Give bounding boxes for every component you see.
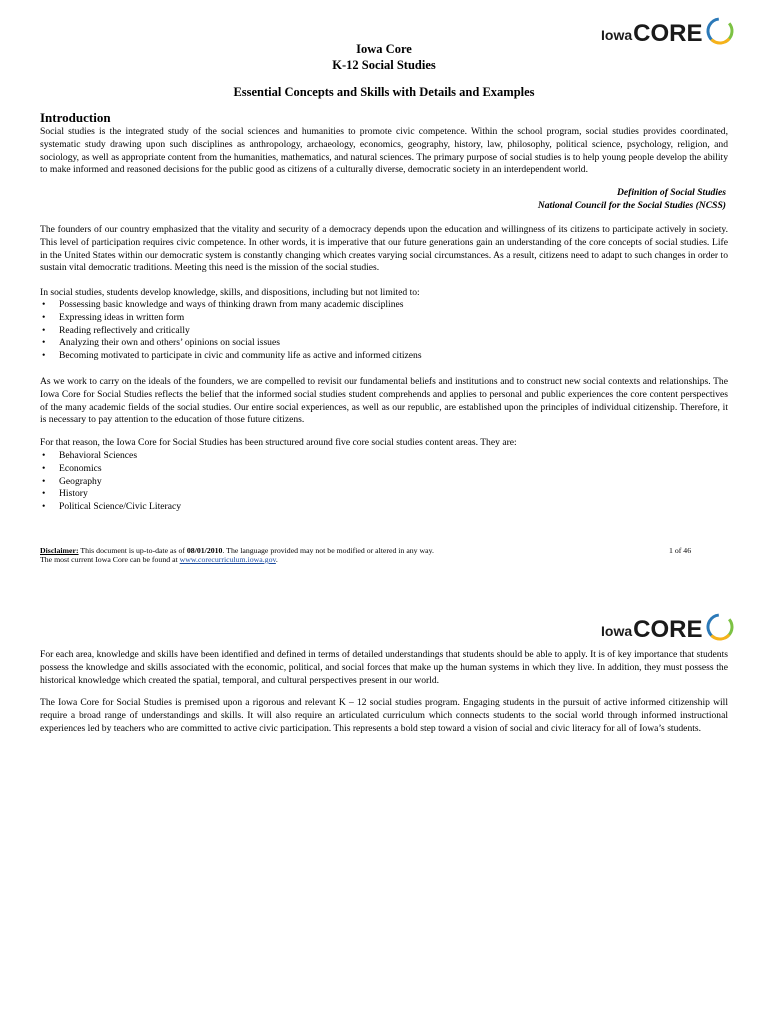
list-item: • Economics [40, 463, 181, 476]
document-subtitle: K-12 Social Studies [332, 58, 436, 72]
corecurriculum-link[interactable]: www.corecurriculum.iowa.gov [179, 555, 276, 564]
introduction-paragraph: Social studies is the integrated study of the social sciences and humanities to promote civic competence. Within the school program, social studies provides coordinated, systematic study drawing upon such disciplines as anthropology, archaeology, economics, geography, history, law, philosophy, political science, psychology, religion, and sociology, as well as appropriate content from the humanities, mathematics, and natural sciences. The primary purpose of social studies is to help young people develop the ability to make informed and reasoned decisions for the public good as citizens of a culturally diverse, democratic society in an interdependent world. [40, 126, 728, 176]
document-title: Iowa Core [356, 42, 412, 56]
skills-lead-paragraph: In social studies, students develop knowledge, skills, and dispositions, including but not limited to: [40, 287, 420, 298]
document-heading: Essential Concepts and Skills with Details and Examples [233, 85, 535, 99]
disclaimer-date: 08/01/2010 [186, 546, 223, 555]
list-item: • History [40, 488, 181, 501]
ideals-paragraph: As we work to carry on the ideals of the founders, we are compelled to revisit our fundamental beliefs and institutions and to construct new social contexts and relationships. The Iowa Core for Social Studies reflects the belief that the informed social studies student comprehends and applies to personal and public experiences the core content perspectives of the many academic fields of the social studies. Our entire social experiences, as well as our republic, are established upon the principles of individual citizenship. Therefore, it is necessary to pay attention to the education of those future citizens. [40, 376, 728, 426]
premise-paragraph: The Iowa Core for Social Studies is premised upon a rigorous and relevant K – 12 social studies program. Engaging students in the pursuit of active informed citizenship will require a broad range of understandings and skills. It will also require an articulated curriculum which connects students to the social world through informed instructional experiences led by teachers who are committed to active civic participation. This represents a bold step toward a vision of social and civic literacy for all of Iowa’s students. [40, 697, 728, 734]
list-item: • Geography [40, 476, 181, 489]
introduction-heading: Introduction [40, 110, 111, 125]
logo-ring-icon [705, 612, 735, 642]
list-item: • Behavioral Sciences [40, 450, 181, 463]
list-item: • Expressing ideas in written form [40, 312, 422, 325]
list-item: • Political Science/Civic Literacy [40, 501, 181, 514]
logo-iowa-text: Iowa [601, 623, 633, 639]
logo-iowa-text: Iowa [601, 27, 633, 43]
skills-list [40, 299, 422, 363]
founders-paragraph: The founders of our country emphasized that the vitality and security of a democracy depends upon the education and willingness of its citizens to participate actively in society. This level of participation requires civic competence. In other words, it is imperative that our future generations gain an understanding of the core concepts of social studies. Life in the United States within our democratic system is constantly changing which creates varying social circumstances. As a result, citizens need to adapt to such changes in order to sustain vital democratic traditions. Meeting this need is the mission of the social studies. [40, 224, 728, 274]
list-item: • Possessing basic knowledge and ways of thinking drawn from many academic disciplines [40, 299, 422, 312]
iowa-core-logo [601, 612, 735, 642]
disclaimer-line: Disclaimer: This document is up-to-date as of 08/01/2010. The language provided may not be modified or altered in any way. [40, 546, 434, 555]
logo-core-text: CORE [633, 616, 703, 643]
logo-core-text: CORE [633, 20, 703, 47]
definition-attribution: Definition of Social Studies [616, 187, 726, 198]
page-number: 1 of 46 [669, 546, 692, 555]
content-areas-lead: For that reason, the Iowa Core for Social Studies has been structured around five core social studies content areas. They are: [40, 437, 517, 448]
disclaimer-label: Disclaimer: [40, 546, 79, 555]
content-areas-list [40, 450, 181, 514]
list-item: • Becoming motivated to participate in civic and community life as active and informed citizens [40, 350, 422, 363]
disclaimer-link-line: The most current Iowa Core can be found at www.corecurriculum.iowa.gov. [40, 555, 278, 564]
knowledge-skills-paragraph: For each area, knowledge and skills have been identified and defined in terms of detailed understandings that students should be able to apply. It is of key importance that students possess the knowledge and skills associated with the economic, political, and social forces that make up the human systems in which they live. In addition, they must possess the historical knowledge which created the spatial, temporal, and cultural perspectives present in our world. [40, 649, 728, 686]
definition-source: National Council for the Social Studies (NCSS) [537, 200, 726, 211]
list-item: • Analyzing their own and others’ opinions on social issues [40, 337, 422, 350]
list-item: • Reading reflectively and critically [40, 325, 422, 338]
